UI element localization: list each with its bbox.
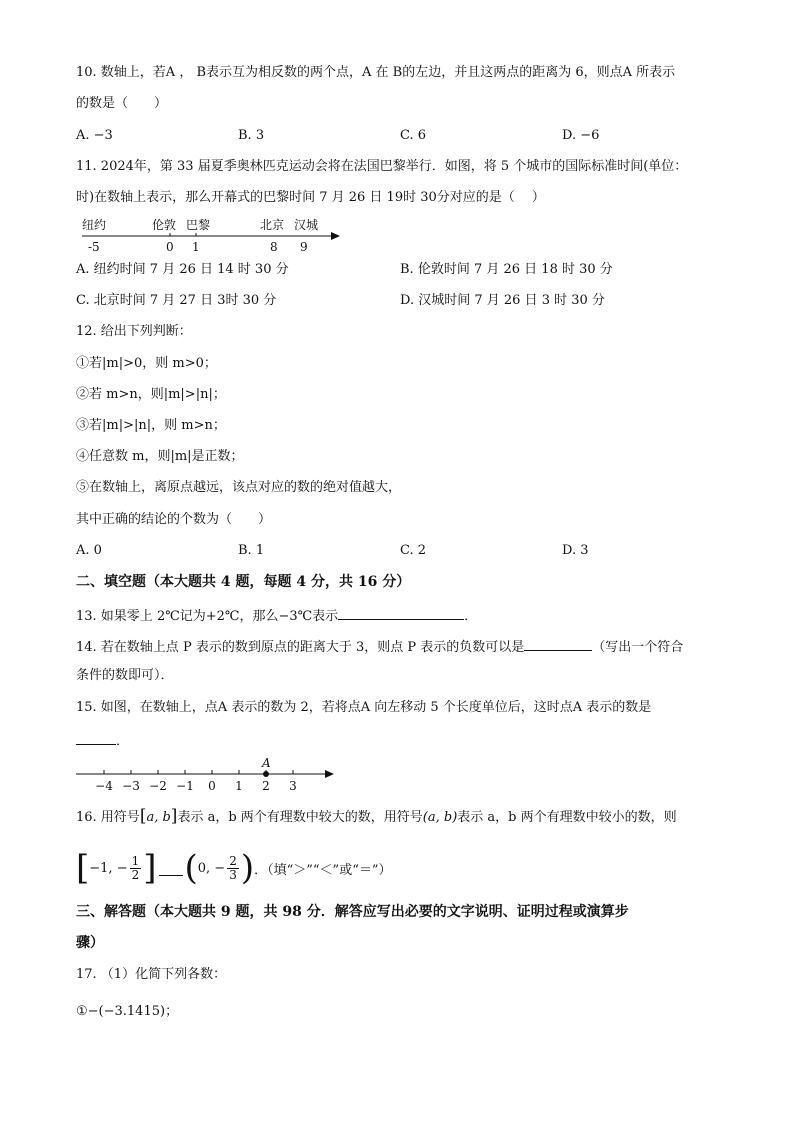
q17-title: 17. （1）化简下列各数： [76, 967, 227, 982]
q16-right-first: 0, − [197, 860, 226, 876]
q15-tick-label: 3 [289, 779, 297, 793]
q15-line2 [76, 730, 129, 751]
q11-option-c[interactable]: C. 北京时间 7 月 27 日 3时 30 分 [76, 293, 277, 308]
q14-line1 [76, 636, 683, 657]
q10-option-a[interactable]: A. −3 [76, 128, 113, 143]
q15-tick-label: 1 [235, 779, 243, 793]
q13-line [76, 605, 477, 626]
q15-line1: 15. 如图，在数轴上，点A 表示的数为 2，若将点A 向左移动 5 个长度单位后，这时点A 表示的数是 [76, 700, 652, 715]
city-value-paris: 1 [192, 240, 200, 254]
q14-text-after: （写出一个符合 [592, 640, 684, 655]
city-value-seoul: 9 [300, 240, 308, 254]
city-label-london: 伦敦 [152, 218, 177, 232]
q12-option-d[interactable]: D. 3 [562, 543, 589, 558]
city-value-beijing: 8 [270, 240, 278, 254]
q16-left-fraction [130, 855, 142, 882]
q16-right-num: 2 [229, 853, 237, 868]
q12-option-a[interactable]: A. 0 [76, 543, 102, 558]
q14-text: 14. 若在数轴上点 P 表示的数到原点的距离大于 3，则点 P 表示的负数可以是 [76, 640, 525, 655]
q16-left-den: 2 [131, 867, 140, 882]
q12-title: 12. 给出下列判断： [76, 324, 192, 339]
city-label-beijing: 北京 [260, 218, 285, 232]
q17-item-1: ①−(−3.1415)； [76, 1004, 179, 1019]
q12-conclusion: 其中正确的结论的个数为（ ） [76, 512, 272, 527]
q11-number-line [76, 214, 356, 258]
q16-right-fraction [227, 855, 239, 882]
q15-tick-label: −2 [149, 779, 167, 793]
q15-point-a [263, 771, 269, 777]
q12-item-5: ⑤在数轴上，离原点越远，该点对应的数的绝对值越大， [76, 480, 402, 495]
q11-line2: 时)在数轴上表示，那么开幕式的巴黎时间 7 月 26 日 19时 30分对应的是（ ） [76, 190, 545, 205]
q10-line1: 10. 数轴上，若A ， B表示互为相反数的两个点，A 在 B的左边，并且这两点的距离为 6，则点A 所表示 [76, 65, 676, 80]
q16-answer-blank[interactable] [159, 861, 183, 876]
q12-option-c[interactable]: C. 2 [400, 543, 427, 558]
q15-period: ． [116, 734, 130, 749]
q15-tick-label: −4 [95, 779, 113, 793]
q16-mid: 表示 a，b 两个有理数中较大的数，用符号 [177, 810, 423, 825]
q16-expression: [ −1, − $\frac{1}{2}$ ] ( 0, − $\frac{2}{3}$ ) ．（填“＞”“＜”或“＝”） [76, 848, 392, 888]
q13-text: 13. 如果零上 2℃记为+2℃，那么−3℃表示 [76, 609, 339, 624]
q13-period: ． [464, 609, 478, 624]
q15-tick-label: −3 [122, 779, 140, 793]
q10-option-b[interactable]: B. 3 [238, 128, 265, 143]
q15-number-line [76, 752, 346, 794]
q16-prefix: 16. 用符号 [76, 810, 140, 825]
q10-option-c[interactable]: C. 6 [400, 128, 427, 143]
city-label-seoul: 汉城 [294, 218, 319, 232]
city-label-newyork: 纽约 [82, 218, 107, 232]
q16-min-symbol: (a, b) [422, 810, 458, 825]
q12-item-2: ②若 m>n，则|m|>|n|； [76, 387, 226, 402]
city-value-london: 0 [166, 240, 174, 254]
section-3-title-line2: 骤） [76, 935, 104, 951]
q16-left-num: 1 [131, 853, 140, 868]
q16-suffix: 表示 a，b 两个有理数中较小的数，则 [457, 810, 677, 825]
q14-answer-blank[interactable] [524, 636, 592, 651]
q16-line1: 16. 用符号[a, b]表示 a，b 两个有理数中较大的数，用符号(a, b)表示 a，b 两个有理数中较小的数，则 [76, 806, 677, 826]
q15-answer-blank[interactable] [76, 730, 116, 745]
q10-option-d[interactable]: D. −6 [562, 128, 600, 143]
q13-answer-blank[interactable] [338, 605, 464, 620]
q16-right-den: 3 [229, 867, 237, 882]
q16-left-first: −1, − [89, 860, 128, 876]
city-label-paris: 巴黎 [186, 218, 211, 232]
q11-option-a[interactable]: A. 纽约时间 7 月 26 日 14 时 30 分 [76, 262, 289, 277]
q15-tick-label: 2 [262, 779, 270, 793]
q16-instruction: ．（填“＞”“＜”或“＝”） [254, 862, 392, 878]
section-3-title-line1: 三、解答题（本大题共 9 题，共 98 分．解答应写出必要的文字说明、证明过程或演算步 [76, 904, 629, 920]
q10-line2: 的数是（ ） [76, 96, 168, 111]
q12-option-b[interactable]: B. 1 [238, 543, 265, 558]
q12-item-4: ④任意数 m，则|m|是正数； [76, 449, 244, 464]
q15-tick-label: 0 [208, 779, 216, 793]
q14-line2: 条件的数即可）． [76, 668, 174, 683]
q12-item-3: ③若|m|>|n|，则 m>n； [76, 418, 226, 433]
section-2-title: 二、填空题（本大题共 4 题，每题 4 分，共 16 分） [76, 574, 411, 590]
q11-option-d[interactable]: D. 汉城时间 7 月 26 日 3 时 30 分 [400, 293, 605, 308]
q15-point-a-label: A [262, 756, 271, 770]
q16-max-symbol: a, b [146, 810, 171, 825]
q12-item-1: ①若|m|>0，则 m>0； [76, 356, 217, 371]
q11-line1: 11. 2024年，第 33 届夏季奥林匹克运动会将在法国巴黎举行．如图，将 5 个城市的国际标准时间(单位： [76, 159, 688, 174]
city-value-newyork: -5 [88, 240, 100, 254]
q15-tick-label: −1 [176, 779, 194, 793]
q11-option-b[interactable]: B. 伦敦时间 7 月 26 日 18 时 30 分 [400, 262, 613, 277]
